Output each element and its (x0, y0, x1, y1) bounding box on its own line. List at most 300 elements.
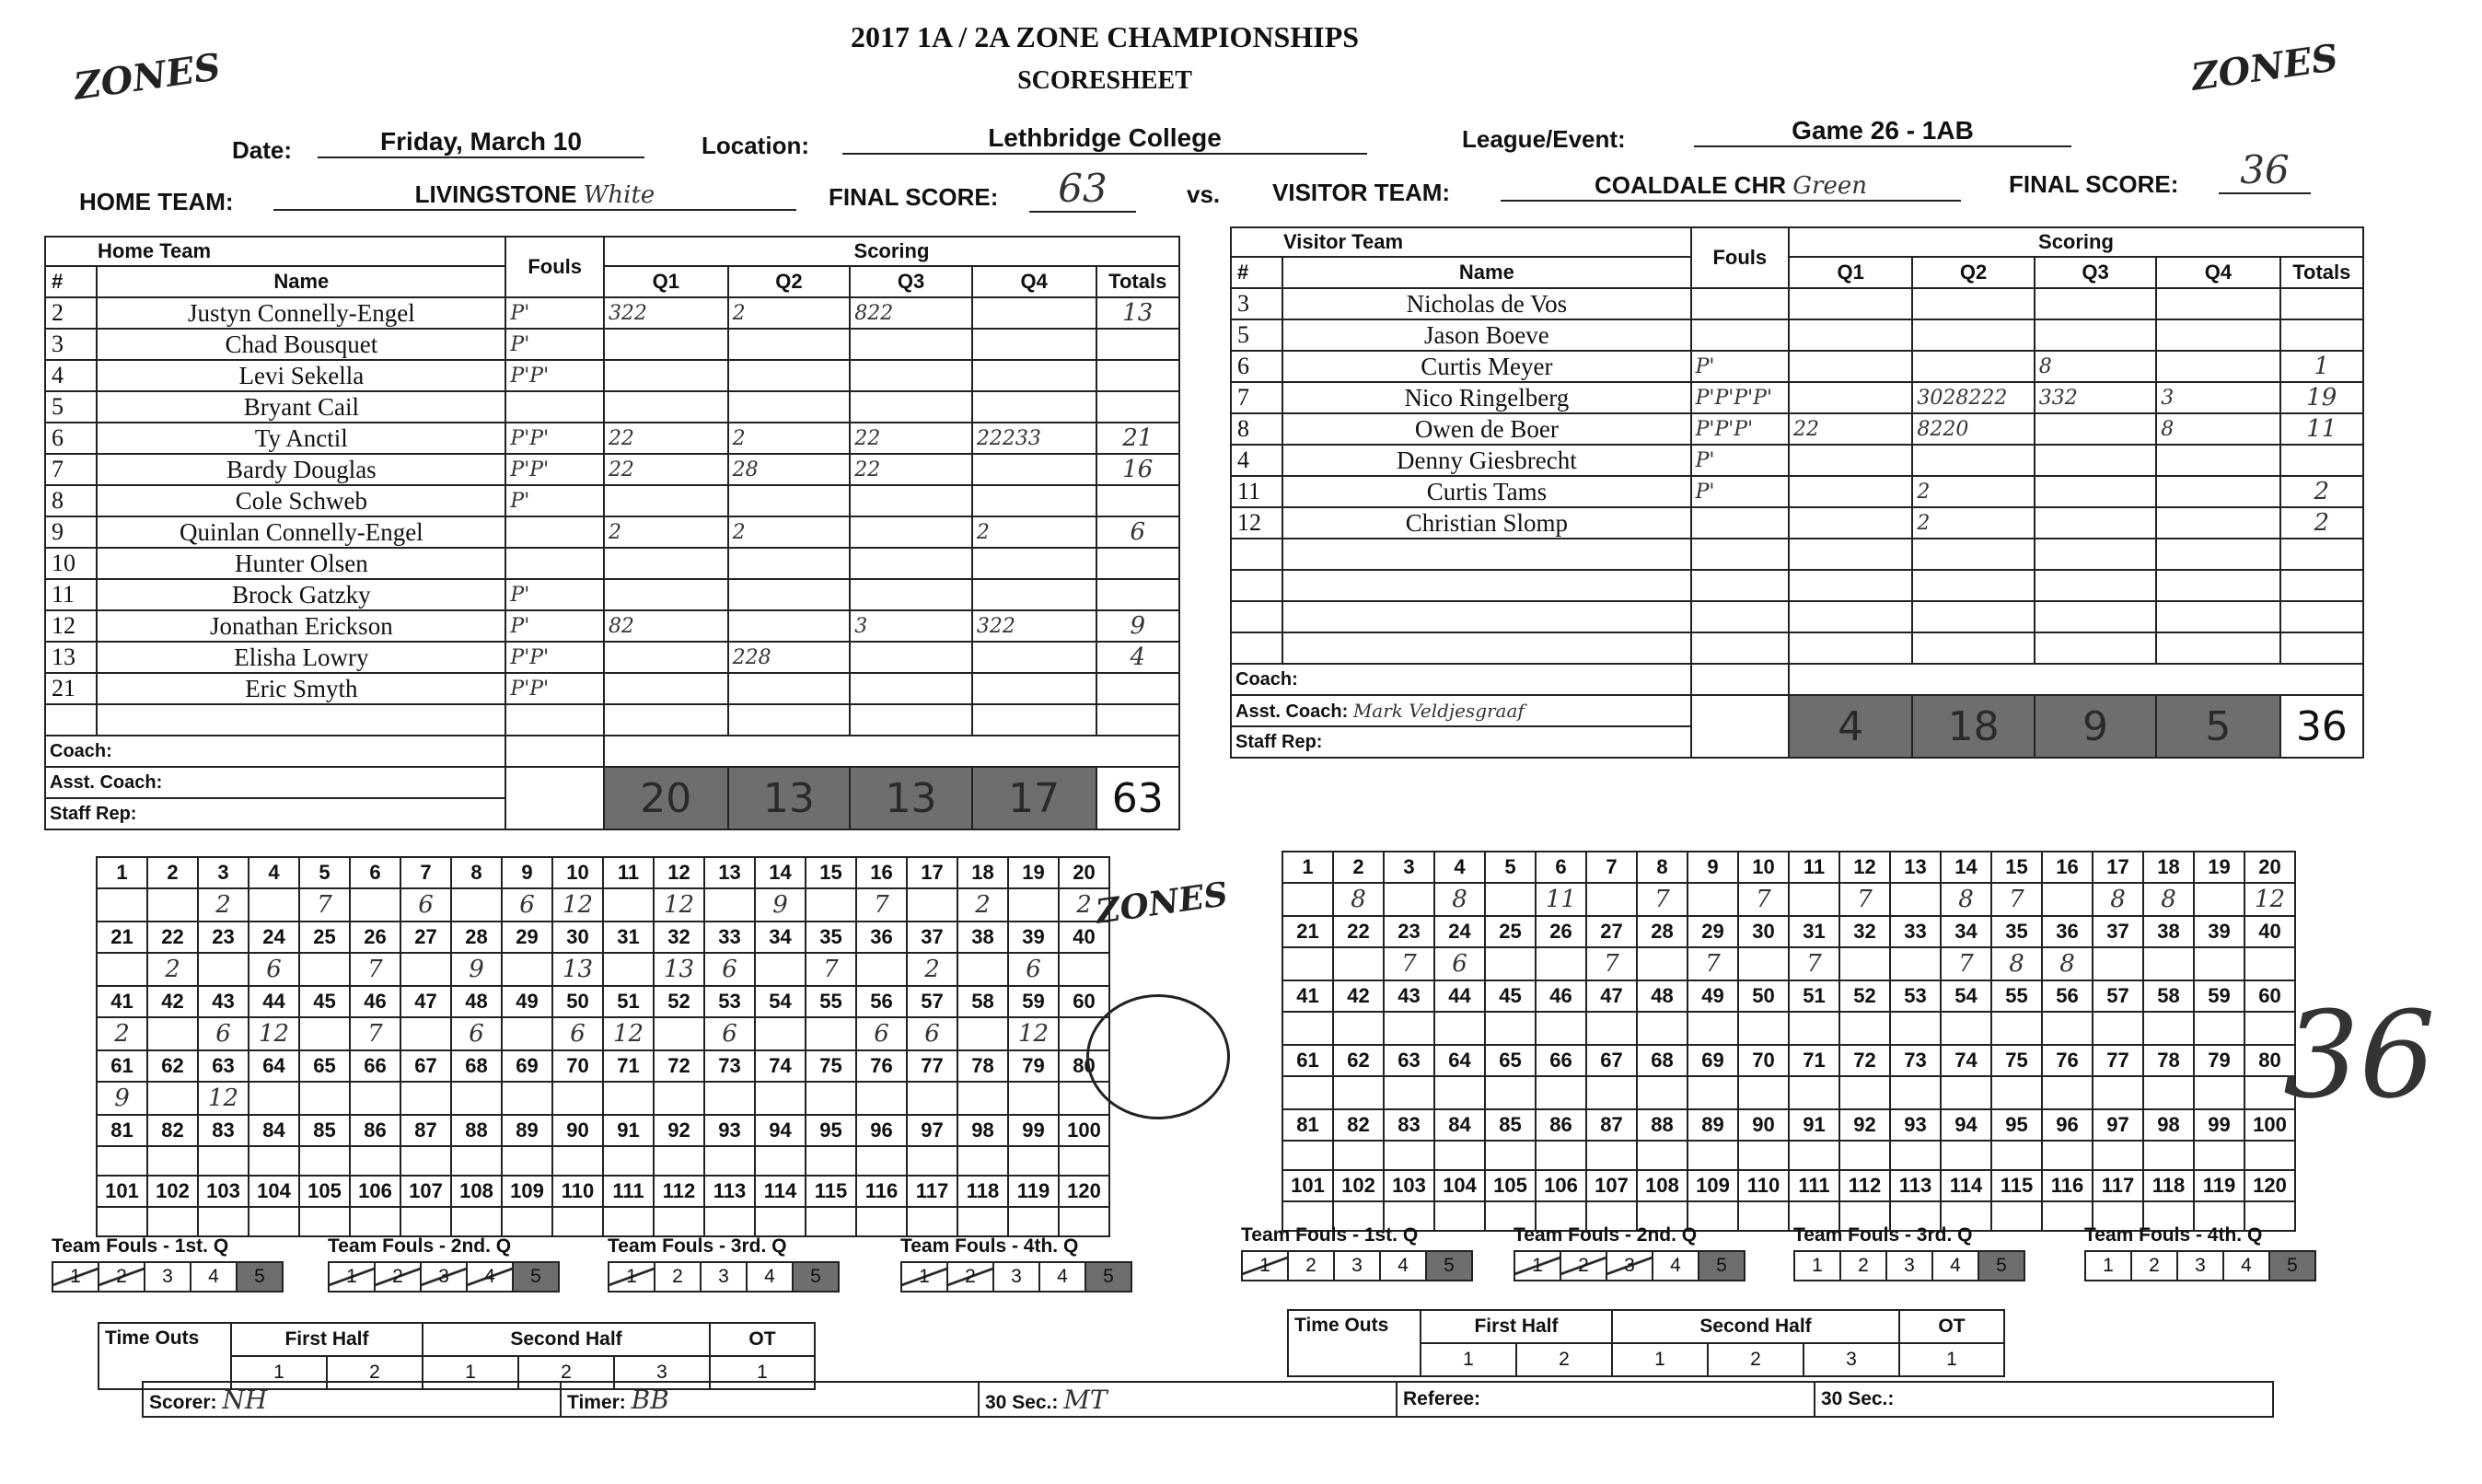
second-half-label: Second Half (1612, 1310, 1899, 1343)
score-mark (1637, 1076, 1688, 1109)
visitor-q3-total: 9 (2035, 695, 2156, 758)
score-number: 46 (350, 986, 400, 1017)
player-total: 9 (1096, 610, 1180, 642)
score-number: 25 (299, 922, 350, 953)
score-mark (755, 1017, 806, 1050)
score-number: 50 (552, 986, 603, 1017)
score-mark (147, 888, 198, 922)
player-total (2280, 288, 2363, 319)
team-fouls-boxes (52, 1261, 284, 1293)
player-q2: 3028222 (1912, 382, 2034, 413)
score-number: 74 (755, 1050, 806, 1082)
visitor-asst-coach-name: Mark Veldjesgraaf (1352, 699, 1525, 722)
officials-table (142, 1381, 2274, 1418)
score-mark (957, 953, 1008, 986)
score-number: 62 (1333, 1045, 1384, 1076)
score-number: 87 (1586, 1109, 1637, 1141)
player-q2 (1912, 445, 2034, 476)
score-mark (451, 1146, 502, 1176)
score-mark (907, 1082, 957, 1115)
score-number: 86 (350, 1115, 400, 1146)
score-number: 103 (1384, 1170, 1434, 1201)
player-q1: 22 (604, 454, 728, 485)
player-row (45, 642, 1179, 673)
score-number: 33 (704, 922, 755, 953)
player-q4 (2156, 445, 2279, 476)
score-number: 112 (654, 1176, 704, 1207)
player-q3 (850, 673, 972, 704)
score-number: 93 (704, 1115, 755, 1146)
score-mark (249, 1207, 299, 1236)
timer-value: BB (631, 1384, 669, 1415)
player-number: 11 (1231, 476, 1282, 507)
score-mark (1738, 1076, 1789, 1109)
team-foul-box: 3 (993, 1262, 1039, 1292)
score-number: 84 (1434, 1109, 1485, 1141)
visitor-final-label: FINAL SCORE: (2009, 170, 2179, 198)
score-number: 82 (147, 1115, 198, 1146)
score-mark (1282, 1141, 1333, 1170)
timeout-box: 1 (1899, 1343, 2004, 1376)
score-mark: 8 (2143, 883, 2194, 916)
visitor-team-label: VISITOR TEAM: (1272, 179, 1451, 206)
team-foul-box: 1 (1242, 1251, 1288, 1281)
score-number: 52 (1839, 980, 1890, 1012)
score-number: 104 (1434, 1170, 1485, 1201)
score-number: 48 (1637, 980, 1688, 1012)
score-number: 76 (2042, 1045, 2093, 1076)
score-mark (603, 1146, 654, 1176)
score-number: 94 (755, 1115, 806, 1146)
score-mark: 7 (1789, 947, 1839, 980)
score-mark (1789, 1141, 1839, 1170)
score-number: 36 (2042, 916, 2093, 947)
team-fouls-boxes (2084, 1250, 2316, 1281)
score-mark (1282, 1076, 1333, 1109)
score-number: 9 (502, 857, 552, 888)
visitor-timeouts-table (1287, 1309, 2005, 1377)
score-number: 51 (603, 986, 654, 1017)
score-mark: 2 (198, 888, 249, 922)
player-total (1096, 329, 1180, 360)
team-fouls-label: Team Fouls - 1st. Q (1241, 1224, 1419, 1246)
score-number: 100 (2244, 1109, 2295, 1141)
score-mark (1991, 1141, 2042, 1170)
score-number: 83 (1384, 1109, 1434, 1141)
zones-logo-left: ZONES (71, 45, 224, 109)
player-q3 (2035, 445, 2156, 476)
player-q2 (728, 485, 851, 516)
score-number: 101 (1282, 1170, 1333, 1201)
home-timeouts-table (98, 1322, 816, 1390)
player-name: Jonathan Erickson (97, 610, 505, 642)
score-number: 116 (2042, 1170, 2093, 1201)
score-mark (2194, 883, 2244, 916)
score-mark (1586, 1076, 1637, 1109)
score-mark (1839, 1076, 1890, 1109)
player-row (45, 423, 1179, 454)
score-number: 110 (552, 1176, 603, 1207)
score-mark (2143, 1076, 2194, 1109)
player-name: Bryant Cail (97, 391, 505, 423)
score-mark: 7 (806, 953, 856, 986)
score-mark (603, 1082, 654, 1115)
player-fouls: P' (1691, 445, 1789, 476)
score-number: 8 (451, 857, 502, 888)
player-q4: 322 (972, 610, 1096, 642)
score-number: 82 (1333, 1109, 1384, 1141)
player-row (45, 329, 1179, 360)
player-q4 (972, 642, 1096, 673)
score-number: 86 (1536, 1109, 1586, 1141)
player-name: Curtis Tams (1282, 476, 1690, 507)
player-fouls: P'P'P' (1691, 413, 1789, 445)
score-number: 68 (1637, 1045, 1688, 1076)
score-mark: 8 (2042, 947, 2093, 980)
home-team-label: HOME TEAM: (79, 188, 234, 215)
q1-header: Q1 (1789, 257, 1912, 288)
score-number: 91 (1789, 1109, 1839, 1141)
team-foul-box: 3 (701, 1262, 747, 1292)
team-foul-box: 3 (1334, 1251, 1380, 1281)
team-foul-box: 2 (655, 1262, 701, 1292)
player-fouls: P' (505, 579, 604, 610)
team-foul-box: 3 (1606, 1251, 1653, 1281)
player-total (1096, 391, 1180, 423)
team-foul-box: 3 (145, 1262, 191, 1292)
timeout-box: 1 (1612, 1343, 1708, 1376)
team-fouls-boxes (1793, 1250, 2025, 1281)
score-mark (1738, 1201, 1789, 1231)
score-number: 6 (1536, 852, 1586, 883)
score-mark: 12 (2244, 883, 2295, 916)
score-number: 52 (654, 986, 704, 1017)
score-number: 88 (1637, 1109, 1688, 1141)
visitor-coach-row (1231, 664, 1691, 695)
player-total (1096, 579, 1180, 610)
score-number: 4 (249, 857, 299, 888)
player-total: 16 (1096, 454, 1180, 485)
score-mark (1688, 1076, 1738, 1109)
player-name: Justyn Connelly-Engel (97, 297, 505, 329)
score-mark (1282, 883, 1333, 916)
score-number: 105 (1485, 1170, 1536, 1201)
player-q4: 8 (2156, 413, 2279, 445)
team-foul-box: 3 (1886, 1251, 1932, 1281)
visitor-staff-label: Staff Rep: (1235, 731, 1323, 752)
player-name: Jason Boeve (1282, 319, 1690, 351)
score-mark: 12 (552, 888, 603, 922)
player-name: Elisha Lowry (97, 642, 505, 673)
visitor-team-color: Green (1792, 172, 1867, 200)
score-number: 109 (502, 1176, 552, 1207)
score-number: 49 (1688, 980, 1738, 1012)
score-number: 96 (2042, 1109, 2093, 1141)
scorer-cell (143, 1382, 561, 1417)
score-mark (806, 888, 856, 922)
score-mark: 2 (1059, 888, 1109, 922)
score-mark (1839, 1012, 1890, 1045)
score-number: 97 (2093, 1109, 2143, 1141)
score-number: 24 (249, 922, 299, 953)
player-row (1231, 413, 2363, 445)
score-mark (856, 1082, 907, 1115)
score-number: 21 (1282, 916, 1333, 947)
score-number: 78 (2143, 1045, 2194, 1076)
player-q3: 8 (2035, 351, 2156, 382)
home-coach-label: Coach: (50, 740, 112, 761)
score-number: 35 (1991, 916, 2042, 947)
score-number: 120 (2244, 1170, 2295, 1201)
score-number: 57 (2093, 980, 2143, 1012)
player-row (45, 454, 1179, 485)
score-mark (806, 1017, 856, 1050)
score-number: 46 (1536, 980, 1586, 1012)
score-number: 36 (856, 922, 907, 953)
score-mark: 6 (451, 1017, 502, 1050)
score-number: 10 (1738, 852, 1789, 883)
team-foul-box: 5 (1426, 1251, 1472, 1281)
score-number: 23 (198, 922, 249, 953)
score-mark: 7 (350, 953, 400, 986)
score-mark: 6 (704, 1017, 755, 1050)
score-number: 109 (1688, 1170, 1738, 1201)
player-q3 (850, 485, 972, 516)
visitor-staff-row (1231, 726, 1691, 758)
score-mark (400, 953, 451, 986)
score-mark: 12 (1008, 1017, 1059, 1050)
player-fouls: P'P'P'P' (1691, 382, 1789, 413)
score-number: 48 (451, 986, 502, 1017)
score-number: 54 (755, 986, 806, 1017)
sheet-title: 2017 1A / 2A ZONE CHAMPIONSHIPS (850, 20, 1360, 53)
team-fouls-boxes (1241, 1250, 1473, 1281)
player-fouls: P' (505, 297, 604, 329)
score-number: 37 (2093, 916, 2143, 947)
home-staff-label: Staff Rep: (50, 803, 137, 824)
score-mark (249, 888, 299, 922)
score-mark (147, 1207, 198, 1236)
player-q3 (850, 360, 972, 391)
player-row (1231, 288, 2363, 319)
score-number: 51 (1789, 980, 1839, 1012)
score-mark: 6 (1008, 953, 1059, 986)
score-mark (806, 1207, 856, 1236)
player-q2 (1912, 319, 2034, 351)
player-total (1096, 548, 1180, 579)
num-header: # (45, 266, 97, 297)
team-foul-box: 1 (901, 1262, 947, 1292)
score-number: 41 (1282, 980, 1333, 1012)
score-number: 95 (806, 1115, 856, 1146)
home-coach-row (45, 736, 505, 767)
player-name: Bardy Douglas (97, 454, 505, 485)
second-half-label: Second Half (423, 1323, 710, 1356)
score-number: 29 (1688, 916, 1738, 947)
score-mark (1008, 1146, 1059, 1176)
score-number: 9 (1688, 852, 1738, 883)
player-total: 1 (2280, 351, 2363, 382)
player-row (45, 297, 1179, 329)
score-mark (1384, 883, 1434, 916)
player-q1 (1789, 476, 1912, 507)
q3-header: Q3 (850, 266, 972, 297)
player-number: 21 (45, 673, 97, 704)
player-q4: 22233 (972, 423, 1096, 454)
score-number: 25 (1485, 916, 1536, 947)
score-number: 15 (806, 857, 856, 888)
player-q3 (2035, 507, 2156, 539)
score-number: 113 (1890, 1170, 1941, 1201)
score-number: 54 (1941, 980, 1991, 1012)
player-name: Chad Bousquet (97, 329, 505, 360)
score-number: 58 (957, 986, 1008, 1017)
score-number: 27 (400, 922, 451, 953)
player-number: 3 (45, 329, 97, 360)
player-total (2280, 319, 2363, 351)
player-name: Christian Slomp (1282, 507, 1690, 539)
score-mark (350, 1082, 400, 1115)
player-q1 (1789, 351, 1912, 382)
league-value: Game 26 - 1AB (1694, 116, 2071, 147)
player-q1 (604, 360, 728, 391)
score-number: 118 (957, 1176, 1008, 1207)
player-q1 (1789, 319, 1912, 351)
score-number: 110 (1738, 1170, 1789, 1201)
score-mark (299, 1082, 350, 1115)
team-foul-box: 5 (1085, 1262, 1131, 1292)
player-q2 (728, 360, 851, 391)
scoring-header: Scoring (604, 237, 1179, 266)
player-q1 (1789, 288, 1912, 319)
score-mark (1738, 1012, 1789, 1045)
score-mark (97, 1207, 147, 1236)
score-mark (1536, 1012, 1586, 1045)
score-mark (1941, 1012, 1991, 1045)
score-number: 5 (299, 857, 350, 888)
player-q4 (972, 297, 1096, 329)
score-number: 102 (147, 1176, 198, 1207)
player-total (1096, 485, 1180, 516)
ot-label: OT (1899, 1310, 2004, 1343)
timeouts-label: Time Outs (1288, 1310, 1421, 1376)
score-mark (1941, 1076, 1991, 1109)
score-number: 64 (1434, 1045, 1485, 1076)
score-mark (1333, 947, 1384, 980)
score-mark (1536, 1076, 1586, 1109)
score-number: 4 (1434, 852, 1485, 883)
score-mark (552, 1082, 603, 1115)
score-mark: 6 (249, 953, 299, 986)
score-number: 95 (1991, 1109, 2042, 1141)
score-mark (198, 1146, 249, 1176)
score-number: 42 (147, 986, 198, 1017)
score-mark (1890, 1076, 1941, 1109)
score-number: 31 (603, 922, 654, 953)
player-q3: 22 (850, 454, 972, 485)
score-number: 55 (806, 986, 856, 1017)
score-mark (1384, 1076, 1434, 1109)
player-q2 (728, 548, 851, 579)
score-mark (907, 888, 957, 922)
score-mark (350, 888, 400, 922)
player-q4 (2156, 507, 2279, 539)
score-number: 118 (2143, 1170, 2194, 1201)
player-fouls (1691, 319, 1789, 351)
score-number: 65 (1485, 1045, 1536, 1076)
score-mark (1008, 888, 1059, 922)
score-number: 77 (2093, 1045, 2143, 1076)
score-mark (1586, 1141, 1637, 1170)
bear-logo-icon (1086, 994, 1230, 1119)
score-mark: 8 (2093, 883, 2143, 916)
q2-header: Q2 (1912, 257, 2034, 288)
score-mark (907, 1207, 957, 1236)
team-foul-box: 3 (2177, 1251, 2223, 1281)
score-mark (856, 1207, 907, 1236)
team-foul-box: 2 (1840, 1251, 1886, 1281)
score-number: 55 (1991, 980, 2042, 1012)
timeout-box: 1 (710, 1356, 815, 1389)
q4-header: Q4 (972, 266, 1096, 297)
player-total: 13 (1096, 297, 1180, 329)
player-number: 6 (45, 423, 97, 454)
score-number: 85 (1485, 1109, 1536, 1141)
player-q4 (972, 673, 1096, 704)
team-foul-box: 2 (1560, 1251, 1606, 1281)
score-number: 111 (603, 1176, 654, 1207)
timeouts-label: Time Outs (99, 1323, 231, 1389)
score-number: 106 (350, 1176, 400, 1207)
player-q4 (972, 579, 1096, 610)
score-number: 56 (2042, 980, 2093, 1012)
player-q3: 822 (850, 297, 972, 329)
player-total: 21 (1096, 423, 1180, 454)
ot-label: OT (710, 1323, 815, 1356)
vs-label: vs. (1187, 180, 1221, 208)
score-number: 53 (1890, 980, 1941, 1012)
score-number: 116 (856, 1176, 907, 1207)
score-number: 84 (249, 1115, 299, 1146)
score-mark (1485, 947, 1536, 980)
score-number: 119 (2194, 1170, 2244, 1201)
score-mark (2194, 1076, 2244, 1109)
score-mark (2244, 1141, 2295, 1170)
score-number: 28 (1637, 916, 1688, 947)
score-number: 15 (1991, 852, 2042, 883)
score-mark (1688, 1012, 1738, 1045)
player-q2: 2 (1912, 476, 2034, 507)
score-mark (1536, 947, 1586, 980)
player-number: 7 (1231, 382, 1282, 413)
score-mark: 7 (1738, 883, 1789, 916)
score-mark: 8 (1434, 883, 1485, 916)
score-number: 83 (198, 1115, 249, 1146)
score-mark (1991, 1201, 2042, 1231)
score-number: 117 (907, 1176, 957, 1207)
player-total (1096, 673, 1180, 704)
score-number: 16 (856, 857, 907, 888)
timeout-box: 1 (423, 1356, 518, 1389)
player-total (1096, 360, 1180, 391)
player-q1 (604, 673, 728, 704)
score-mark (957, 1146, 1008, 1176)
score-mark (1282, 947, 1333, 980)
score-number: 45 (299, 986, 350, 1017)
score-mark (1282, 1012, 1333, 1045)
score-mark (2194, 947, 2244, 980)
score-number: 12 (654, 857, 704, 888)
